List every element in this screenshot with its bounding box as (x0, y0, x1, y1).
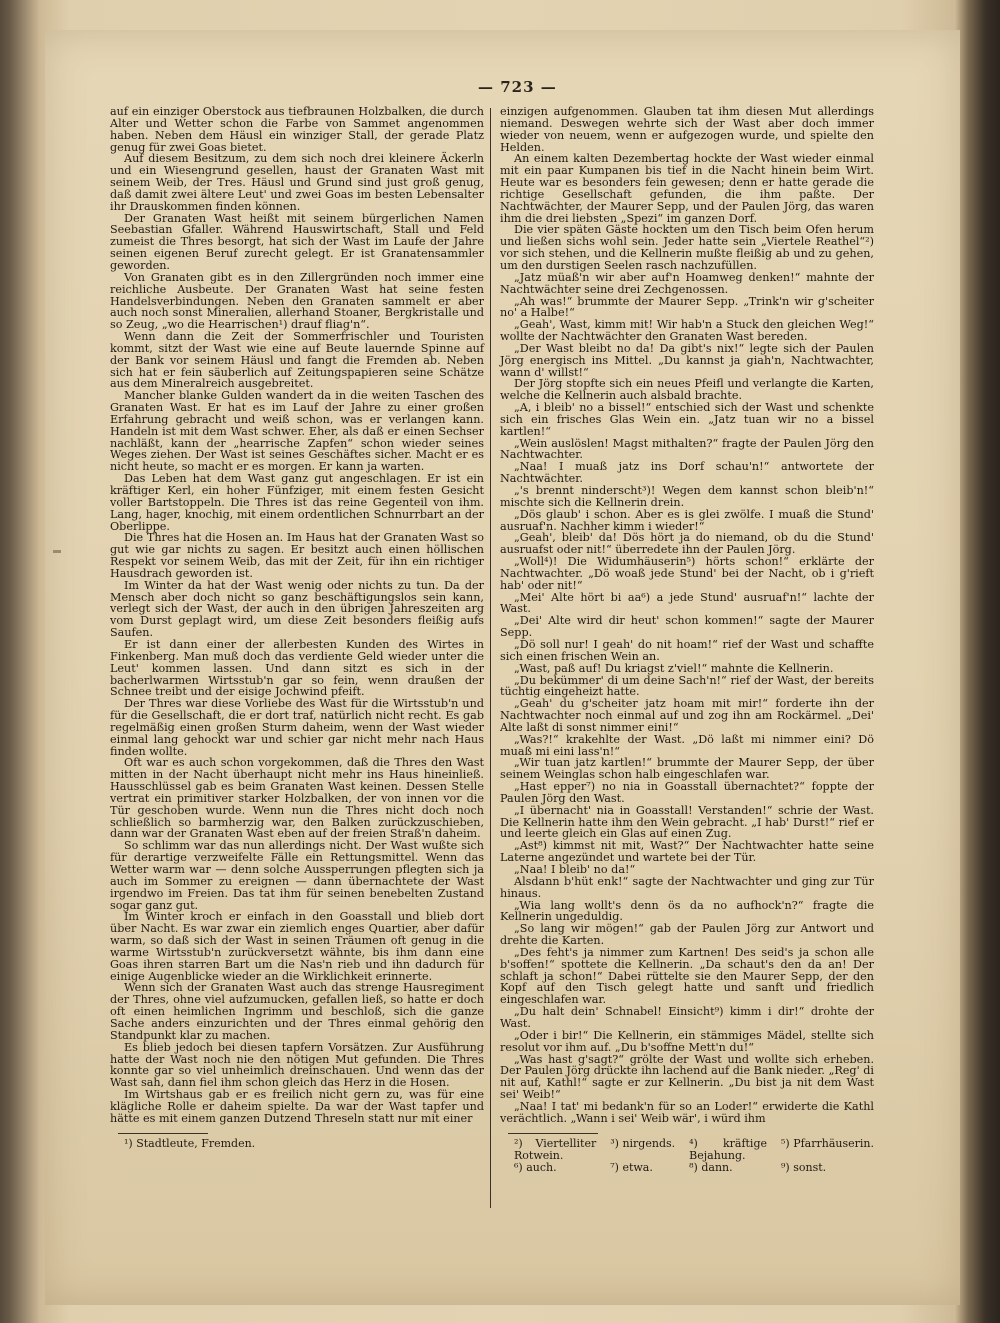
paragraph: „I übernacht' nia in Goasstall! Verstanden!“ schrie der Wast. Die Kellnerin hatte ihm den Wein gebracht. „I hab' Durst!“ rief er und leerte gleich ein Glas auf einen Zug. (500, 803, 874, 841)
paragraph: „Mei' Alte hört bi aa⁶) a jede Stund' ausruaf'n!“ lachte der Wast. (500, 590, 874, 616)
footnote: ²) Viertelliter Rotwein. (514, 1136, 597, 1162)
paragraph: Wenn dann die Zeit der Sommerfrischler und Touristen kommt, sitzt der Wast wie eine auf Beute lauernde Spinne auf der Bank vor seinem Häusl und fangt die Fremden ab. Neben sich hat er fein säuberlich auf Zeitungspapieren seine Schätze aus dem Mineralreich ausgebreitet. (110, 330, 484, 391)
paragraph: „Ast⁸) kimmst nit mit, Wast?“ Der Nachtwachter hatte seine Laterne angezündet und wartete bei der Tür. (500, 839, 874, 865)
paragraph: auf ein einziger Oberstock aus tiefbraunen Holzbalken, die durch Alter und Wetter schon die Farbe von Sammet angenommen haben. Neben dem Häusl ein winziger Stall, der gerade Platz genug für zwei Goas bietet. (110, 105, 484, 154)
right-column-text (500, 106, 874, 1125)
paragraph: Er ist dann einer der allerbesten Kunden des Wirtes in Finkenberg. Man muß doch das verdiente Geld wieder unter die Leut' kommen lassen. Und dann sitzt es sich in der bacherlwarmen Wirtsstub'n gar so fein, wenn draußen der Schnee treibt und der eisige Jochwind pfeift. (110, 637, 484, 699)
paragraph: „Oder i bir!“ Die Kellnerin, ein stämmiges Mädel, stellte sich resolut vor ihm auf. „Du b'soffne Mett'n du!“ (500, 1028, 874, 1054)
footnote: ⁹) sonst. (781, 1160, 827, 1174)
paragraph: einzigen aufgenommen. Glauben tat ihm diesen Mut allerdings niemand. Deswegen wehrte sich der Wast aber doch immer wieder von neuem, wenn er aufgezogen wurde, und spielte den Helden. (500, 105, 874, 154)
paragraph: So schlimm war das nun allerdings nicht. Der Wast wußte sich für derartige verzweifelte Fälle ein Rettungsmittel. Wenn das Wetter warm war — denn solche Aussperrungen pflegten sich ja auch im Sommer zu ereignen — dann übernachtete der Wast irgendwo im Freien. Das tat ihm für seinen benebelten Zustand sogar ganz gut. (110, 839, 484, 912)
paragraph: „Du halt dein' Schnabel! Einsicht⁹) kimm i dir!“ drohte der Wast. (500, 1005, 874, 1030)
paragraph: „Geah', Wast, kimm mit! Wir hab'n a Stuck den gleichen Weg!“ wollte der Nachtwächter den Granaten Wast bereden. (500, 318, 874, 344)
paragraph: „Ah was!“ brummte der Maurer Sepp. „Trink'n wir g'scheiter no' a Halbe!“ (500, 294, 874, 320)
footnote: ⁷) etwa. (610, 1160, 653, 1174)
paragraph: Wenn sich der Granaten Wast auch das strenge Hausregiment der Thres, ohne viel aufzumucken, gefallen ließ, so hatte er doch oft einen heimlichen Ingrimm und beschloß, sich die ganze Sache anders einzurichten und der Thres einmal gehörig den Standpunkt klar zu machen. (110, 981, 484, 1042)
paragraph: „Wein auslöslen! Magst mithalten?“ fragte der Paulen Jörg den Nachtwachter. (500, 436, 874, 462)
paragraph: Das Leben hat dem Wast ganz gut angeschlagen. Er ist ein kräftiger Kerl, ein hoher Fünfziger, mit einem festen Gesicht voller Bartstoppeln. Die Thres ist das reine Gegenteil von ihm. Lang, hager, knochig, mit einem ordentlichen Schnurrbart an der Oberlippe. (110, 472, 484, 533)
paragraph: „Was?!“ krakehlte der Wast. „Dö laßt mi nimmer eini? Dö muaß mi eini lass'n!“ (500, 732, 874, 758)
paragraph: „Du bekümmer' di um deine Sach'n!“ rief der Wast, der bereits tüchtig eingeheizt hatte. (500, 673, 874, 699)
paragraph: Der Jörg stopfte sich ein neues Pfeifl und verlangte die Karten, welche die Kellnerin auch alsbald brachte. (500, 377, 874, 403)
paragraph: Auf diesem Besitzum, zu dem sich noch drei kleinere Äckerln und ein Wiesengrund gesellen, haust der Granaten Wast mit seinem Weib, der Tres. Häusl und Grund sind just groß genug, daß damit zwei ältere Leut' und zwei Goas im besten Lebensalter ihr Drauskommen finden können. (110, 152, 484, 213)
footnote: ⁶) auch. (514, 1160, 557, 1174)
paragraph: Die Thres hat die Hosen an. Im Haus hat der Granaten Wast so gut wie gar nichts zu sagen. Er besitzt auch einen höllischen Respekt vor seinem Weib, das mit der Zeit, für ihn ein richtiger Hausdrach geworden ist. (110, 531, 484, 580)
paragraph: Im Winter kroch er einfach in den Goasstall und blieb dort über Nacht. Es war zwar ein ziemlich enges Quartier, aber dafür warm, so daß sich der Wast in seinen Träumen oft genug in die warme Wirtsstub'n zurückversetzt wähnte, bis ihm dann eine Goas ihren starren Bart um die Nas'n rieb und ihn dadurch für einige Augenblicke wieder an die Wirklichkeit erinnerte. (110, 910, 484, 983)
paragraph: „Dös glaub' i schon. Aber es is glei zwölfe. I muaß die Stund' ausruaf'n. Nachher kimm i wieder!“ (500, 507, 874, 533)
paragraph: „Des feht's ja nimmer zum Kartnen! Des seid's ja schon alle b'soffen!“ spottete die Kellnerin. „Da schaut's den da an! Der schlaft ja schon!“ Dabei rüttelte sie den Maurer Sepp, der den Kopf auf den Tisch gelegt hatte und sanft und friedlich eingeschlafen war. (500, 945, 874, 1007)
paragraph: „Wast, paß auf! Du kriagst z'viel!“ mahnte die Kellnerin. (514, 661, 834, 675)
paragraph: Im Winter da hat der Wast wenig oder nichts zu tun. Da der Mensch aber doch nicht so ganz beschäftigungslos sein kann, verlegt sich der Wast, der auch in den übrigen Jahreszeiten arg vom Durst geplagt wird, um diese Zeit besonders fleißig aufs Saufen. (110, 578, 484, 640)
paragraph: „Dö soll nur! I geah' do nit hoam!“ rief der Wast und schaffte sich einen frischen Wein an. (500, 637, 874, 663)
paragraph: An einem kalten Dezembertag hockte der Wast wieder einmal mit ein paar Kumpanen bis tief in die Nacht hinein beim Wirt. Heute war es besonders fein gewesen; denn er hatte gerade die richtige Gesellschaft gefunden, die ihm paßte. Der Nachtwächter, der Maurer Sepp, und der Paulen Jörg, das waren ihm die drei liebsten „Spezi“ im ganzen Dorf. (500, 152, 874, 225)
paragraph: „Hast epper⁷) no nia in Goasstall übernachtet?“ foppte der Paulen Jörg den Wast. (500, 780, 874, 805)
footnote: ³) nirgends. (610, 1136, 676, 1150)
paragraph: „'s brennt ninderscht³)! Wegen dem kannst schon bleib'n!“ mischte sich die Kellnerin drein. (500, 484, 874, 509)
paragraph: „Geah' du g'scheiter jatz hoam mit mir!“ forderte ihn der Nachtwachter noch einmal auf und zog ihn am Rockärmel. „Dei' Alte laßt di sonst nimmer eini!“ (500, 697, 874, 734)
paragraph: Es blieb jedoch bei diesen tapfern Vorsätzen. Zur Ausführung hatte der Wast noch nie den nötigen Mut gefunden. Die Thres konnte gar so viel unheimlich dreinschauen. Und wenn das der Wast sah, dann fiel ihm schon gleich das Herz in die Hosen. (110, 1040, 484, 1090)
paragraph: „A, i bleib' no a bissel!“ entschied sich der Wast und schenkte sich ein frisches Glas Wein ein. „Jatz tuan wir no a bissel kartlen!“ (500, 401, 874, 438)
footnote-rule (508, 1133, 598, 1134)
footnotes-right (514, 1138, 874, 1174)
footnote: ⁵) Pfarrhäuserin. (781, 1136, 874, 1150)
page-number: — 723 — (478, 78, 557, 96)
paragraph: Die vier späten Gäste hockten um den Tisch beim Ofen herum und ließen sichs wohl sein. Jeder hatte sein „Viertele Reathel“²) vor sich stehen, und die Kellnerin mußte fleißig ab und zu gehen, um den durstigen Seelen rasch nachzufüllen. (500, 223, 874, 272)
binding-mark (53, 550, 61, 553)
paragraph: Der Thres war diese Vorliebe des Wast für die Wirtsstub'n und für die Gesellschaft, die er dort traf, natürlich nicht recht. Es gab regelmäßig einen großen Sturm daheim, wenn der Wast wieder einmal lang gehockt war und schier gar nicht mehr nach Haus finden wollte. (110, 697, 484, 758)
right-column (500, 106, 874, 1174)
footnote-rule (118, 1133, 208, 1134)
paragraph: „Wir tuan jatz kartlen!“ brummte der Maurer Sepp, der über seinem Weinglas schon halb eingeschlafen war. (500, 756, 874, 782)
paragraph: „Jatz müaß'n wir aber auf'n Hoamweg denken!“ mahnte der Nachtwächter seine drei Zechgenossen. (500, 270, 874, 296)
paragraph: „Der Wast bleibt no da! Da gibt's nix!“ legte sich der Paulen Jörg energisch ins Mittel. „Du kannst ja giah'n, Nachtwachter, wann d' willst!“ (500, 341, 874, 379)
paragraph: „Woll⁴)! Die Widumhäuserin⁵) hörts schon!“ erklärte der Nachtwachter. „Dö woaß jede Stund' bei der Nacht, ob i g'rieft hab' oder nit!“ (500, 555, 874, 592)
paragraph: Oft war es auch schon vorgekommen, daß die Thres den Wast mitten in der Nacht überhaupt nicht mehr ins Haus hineinließ. Hausschlüssel gab es beim Granaten Wast keinen. Dessen Stelle vertrat ein primitiver starker Holzbalken, der von innen vor die Tür geschoben wurde. Wenn nun die Thres nicht doch noch schließlich so barmherzig war, den Balken zurückzuschieben, dann war der Granaten Wast eben auf der freien Straß'n daheim. (110, 756, 484, 841)
paragraph: „Naa! I muaß jatz ins Dorf schau'n!“ antwortete der Nachtwächter. (500, 460, 874, 486)
left-column-text (110, 106, 484, 1125)
left-column (110, 106, 484, 1150)
paragraph: „Geah', bleib' da! Dös hört ja do niemand, ob du die Stund' ausruafst oder nit!“ überredete ihn der Paulen Jörg. (500, 531, 874, 557)
paragraph: „Was hast g'sagt?“ grölte der Wast und wollte sich erheben. Der Paulen Jörg drückte ihn lachend auf die Bank nieder. „Reg' di nit auf, Kathl!“ sagte er zur Kellnerin. „Du bist ja nit dem Wast sei' Weib!“ (500, 1052, 874, 1102)
footnote: ⁸) dann. (689, 1160, 733, 1174)
paragraph: Alsdann b'hüt enk!“ sagte der Nachtwachter und ging zur Tür hinaus. (500, 874, 874, 900)
column-divider (490, 108, 491, 1208)
paragraph: Mancher blanke Gulden wandert da in die weiten Taschen des Granaten Wast. Er hat es im Lauf der Jahre zu einer großen Erfahrung gebracht und weiß schon, was er verlangen kann. Handeln ist mit dem Wast schwer. Eher, als daß er einen Sechser nachläßt, kann der „hearrische Zapfen“ schon wieder seines Weges ziehen. Der Wast ist seines Geschäftes sicher. Macht er es nicht heute, so macht er es morgen. Er kann ja warten. (110, 389, 484, 474)
footnote-left: ¹) Stadtleute, Fremden. (124, 1136, 256, 1150)
footnote: ⁴) kräftige Bejahung. (689, 1136, 768, 1162)
paragraph: „Wia lang wollt's denn ös da no aufhock'n?“ fragte die Kellnerin ungeduldig. (500, 898, 874, 924)
paragraph: „Naa! I bleib' no da!“ (514, 863, 636, 876)
paragraph: Im Wirtshaus gab er es freilich nicht gern zu, was für eine klägliche Rolle er daheim spielte. Da war der Wast tapfer und hätte es mit einem ganzen Dutzend Threseln statt nur mit einer (110, 1088, 484, 1125)
paragraph: Von Granaten gibt es in den Zillergründen noch immer eine reichliche Ausbeute. Der Granaten Wast hat seine festen Handelsverbindungen. Neben den Granaten sammelt er aber auch noch sonst Mineralien, allerhand Stoaner, Bergkristalle und so Zeug, „wo die Hearrischen¹) drauf fliag'n“. (110, 270, 484, 332)
paragraph: „Naa! I tat' mi bedank'n für so an Loder!“ erwiderte die Kathl verächtlich. „Wann i sei' Weib wär', i würd ihm (500, 1099, 874, 1125)
paragraph: „So lang wir mögen!“ gab der Paulen Jörg zur Antwort und drehte die Karten. (500, 922, 874, 948)
paragraph: Der Granaten Wast heißt mit seinem bürgerlichen Namen Seebastian Gfaller. Während Hauswirtschaft, Stall und Feld zumeist die Thres besorgt, hat sich der Wast im Laufe der Jahre seinen eigenen Beruf zurecht gelegt. Er ist Granatensammler geworden. (110, 211, 484, 272)
paragraph: „Dei' Alte wird dir heut' schon kommen!“ sagte der Maurer Sepp. (500, 614, 874, 640)
